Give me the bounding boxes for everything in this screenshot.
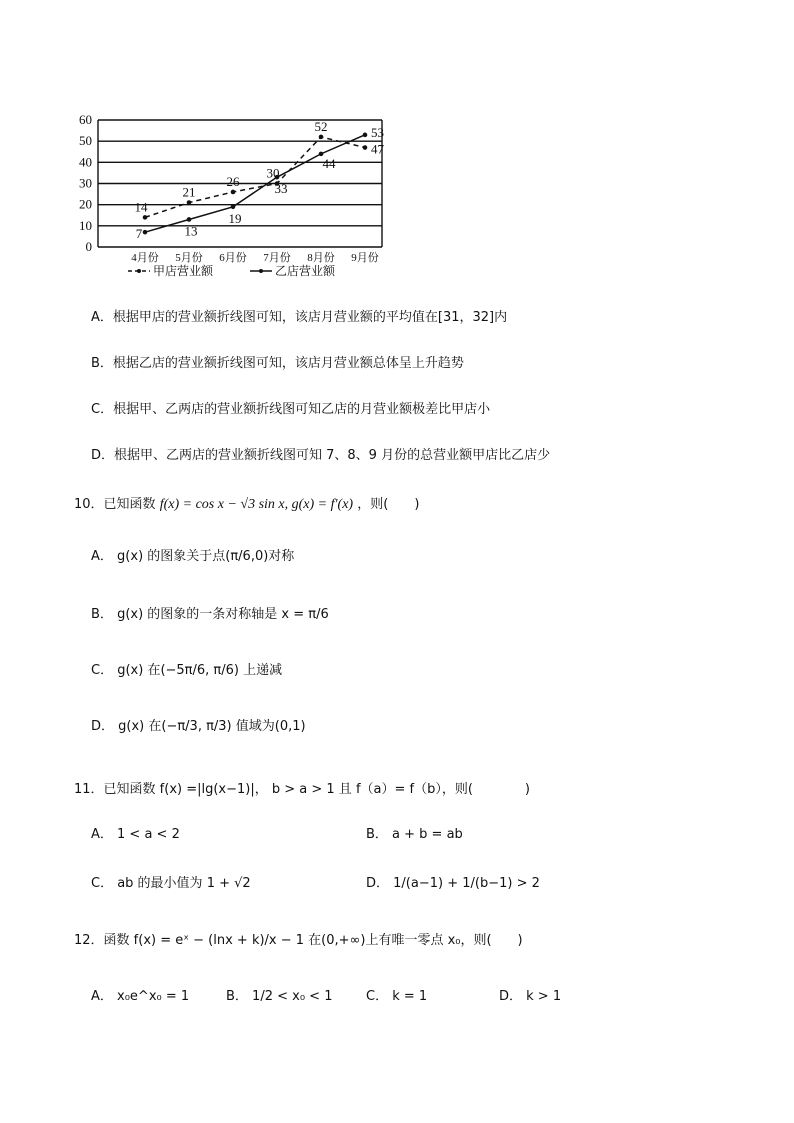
y-tick-label: 50 [79,133,92,149]
q10-option-a: A． g(x) 的图象关于点(π/6,0)对称 [91,549,295,564]
data-label: 52 [314,118,328,134]
y-tick-label: 10 [79,217,92,233]
data-label: 19 [228,210,242,226]
x-tick-label: 6月份 [219,252,247,264]
data-point [231,190,236,195]
q12-option-b: B． 1/2 < x₀ < 1 [226,989,333,1004]
y-tick-label: 0 [85,239,92,254]
data-point [143,215,148,220]
y-tick-label: 20 [79,196,92,212]
data-label: 33 [274,181,288,197]
x-tick-label: 5月份 [175,252,203,264]
legend-label: 甲店营业额 [153,264,214,278]
data-label: 14 [134,199,148,215]
legend-marker [137,269,141,273]
q10-option-a-text: g(x) 的图象关于点(π/6,0)对称 [117,549,295,564]
q10-option-d-text: g(x) 在(−π/3, π/3) 值域为(0,1) [118,719,306,734]
q10-option-c-text: g(x) 在(−5π/6, π/6) 上递减 [117,663,283,678]
q11-option-a: A． 1 < a < 2 [91,827,180,842]
data-label: 44 [322,155,336,171]
data-point [319,135,324,140]
data-label: 21 [182,184,196,200]
data-point [363,145,368,150]
chart-y-ticks [79,112,92,254]
q10-option-c: C． g(x) 在(−5π/6, π/6) 上递减 [91,663,283,678]
q12-option-a: A． x₀e^x₀ = 1 [91,989,190,1004]
q11-stem: 11．已知函数 f(x) =|lg(x−1)|， b > a > 1 且 f（a）= f（b），则( ) [74,782,530,797]
sales-line-chart [70,110,390,282]
y-tick-label: 30 [79,175,92,191]
chart-legend [128,263,336,278]
data-point [187,217,192,222]
q9-option-d: D．根据甲、乙两店的营业额折线图可知 7、8、9 月份的总营业额甲店比乙店少 [91,448,551,463]
data-label: 30 [266,165,280,181]
data-point [187,200,192,205]
data-point [143,230,148,235]
data-label: 53 [371,124,384,140]
y-tick-label: 40 [79,154,92,170]
q12-option-d: D． k > 1 [499,989,562,1004]
q12-option-c: C． k = 1 [366,989,428,1004]
data-label: 47 [371,141,384,157]
q9-option-a: A．根据甲店的营业额折线图可知，该店月营业额的平均值在[31，32]内 [91,310,508,325]
y-tick-label: 60 [79,112,92,127]
data-label: 13 [184,223,198,239]
legend-label: 乙店营业额 [275,264,336,278]
x-tick-label: 4月份 [131,252,159,264]
data-point [363,133,368,138]
q10-option-b: B． g(x) 的图象的一条对称轴是 x = π/6 [91,607,329,622]
legend-marker [259,269,263,273]
q9-option-b: B．根据乙店的营业额折线图可知，该店月营业额总体呈上升趋势 [91,356,464,371]
chart-x-ticks [131,251,379,264]
data-point [231,204,236,209]
data-label: 26 [226,173,240,189]
q11-option-c: C． ab 的最小值为 1 + √2 [91,876,251,891]
q10-option-b-text: g(x) 的图象的一条对称轴是 x = π/6 [117,607,329,622]
chart-data-labels [135,119,385,241]
x-tick-label: 7月份 [263,252,291,264]
q10-option-d: D． g(x) 在(−π/3, π/3) 值域为(0,1) [91,719,306,734]
q12-stem: 12．函数 f(x) = eˣ − (lnx + k)/x − 1 在(0,+∞)上有唯一零点 x₀，则( ) [74,933,523,948]
x-tick-label: 9月份 [351,252,379,264]
q9-option-c: C．根据甲、乙两店的营业额折线图可知乙店的月营业额极差比甲店小 [91,402,491,417]
q11-option-b: B． a + b = ab [366,827,463,842]
q10-stem: 10．已知函数 f(x) = cos x − √3 sin x, g(x) = f′(x) ，则( ) [74,497,420,512]
q11-option-d: D． 1/(a−1) + 1/(b−1) > 2 [366,876,540,891]
x-tick-label: 8月份 [307,252,335,264]
data-label: 7 [135,226,143,242]
